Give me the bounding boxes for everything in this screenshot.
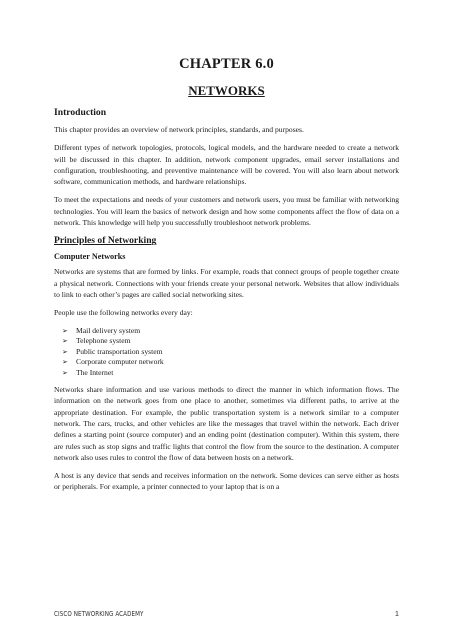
introduction-heading: Introduction <box>54 107 107 118</box>
arrow-bullet-icon: ➢ <box>62 358 68 367</box>
principles-heading: Principles of Networking <box>54 235 157 247</box>
list-item <box>62 326 399 337</box>
arrow-bullet-icon: ➢ <box>62 326 68 335</box>
document-title: NETWORKS <box>188 83 265 98</box>
principles-paragraph-2: People use the following networks every day: <box>54 308 193 318</box>
arrow-bullet-icon: ➢ <box>62 337 68 346</box>
list-item <box>62 357 399 368</box>
arrow-bullet-icon: ➢ <box>62 368 68 377</box>
list-item-text: Mail delivery system <box>76 325 141 335</box>
list-item-text: Corporate computer network <box>76 357 164 367</box>
chapter-heading: CHAPTER 6.0 <box>179 56 274 72</box>
list-item-text: Telephone system <box>76 336 131 346</box>
arrow-bullet-icon: ➢ <box>62 347 68 356</box>
page-footer <box>54 609 399 618</box>
list-item <box>62 336 399 347</box>
footer-publisher: CISCO NETWORKING ACADEMY <box>54 609 144 618</box>
principles-paragraph-3: Networks share information and use various methods to direct the manner in which information flows. The information on the network goes from one place to another, sometimes via different paths, to arrive at the appropriate destination. For example, the public transportation system is a network similar to a computer network. The cars, trucks, and other vehicles are like the messages that travel within the network. Each driver defines a starting point (source computer) and an ending point (destination computer). Within this system, there are rules such as stop signs and traffic lights that control the flow from the source to the destination. A computer network also uses rules to control the flow of data between hosts on a network. <box>54 385 399 462</box>
introduction-paragraph-3: To meet the expectations and needs of your customers and network users, you must be familiar with networking technologies. You will learn the basics of network design and how some components affect the flow of data on a network. This knowledge will help you successfully troubleshoot network problems. <box>54 195 399 228</box>
principles-paragraph-4: A host is any device that sends and receives information on the network. Some devices can serve either as hosts or peripherals. For example, a printer connected to your laptop that is on a <box>54 471 399 492</box>
list-item-text: The Internet <box>76 367 114 377</box>
page-content <box>54 56 399 500</box>
principles-paragraph-1: Networks are systems that are formed by links. For example, roads that connect groups of people together create a physical network. Connections with your friends create your personal network. Websites that allow individuals to link to each other’s pages are called social networking sites. <box>54 267 399 299</box>
page-number: 1 <box>394 609 399 618</box>
networks-list <box>54 326 399 379</box>
list-item-text: Public transportation system <box>76 346 163 356</box>
introduction-paragraph-2: Different types of network topologies, protocols, logical models, and the hardware needed to create a network will be discussed in this chapter. In addition, network component upgrades, email server installations and configuration, troubleshooting, and preventive maintenance will be covered. You will also learn about network software, communication methods, and hardware relationships. <box>54 143 399 187</box>
introduction-paragraph-1: This chapter provides an overview of network principles, standards, and purposes. <box>54 125 304 134</box>
list-item <box>62 368 399 379</box>
list-item <box>62 347 399 358</box>
computer-networks-subheading: Computer Networks <box>54 252 126 262</box>
